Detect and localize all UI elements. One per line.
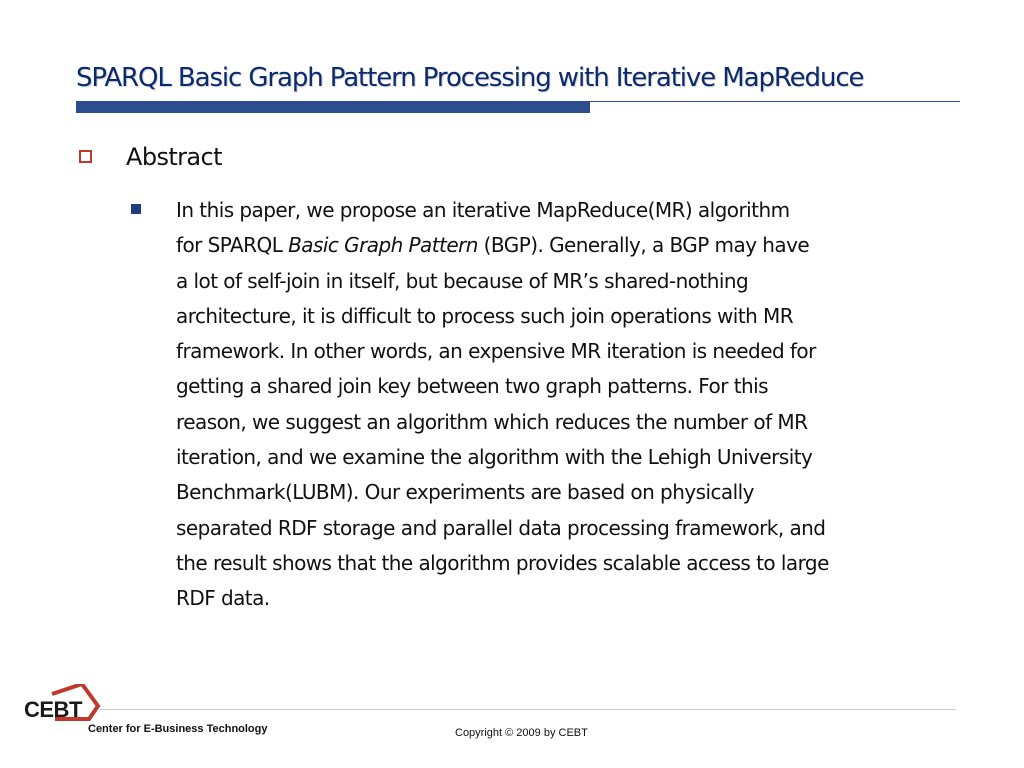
logo-text: CEBT	[24, 697, 82, 722]
abstract-line: reason, we suggest an algorithm which reduces the number of MR	[176, 409, 808, 434]
abstract-line: RDF data.	[176, 586, 270, 611]
abstract-line: In this paper, we propose an iterative MapReduce(MR) algorithm	[176, 198, 790, 222]
abstract-text: for SPARQL	[176, 233, 289, 258]
abstract-line: the result shows that the algorithm provides scalable access to large	[176, 550, 829, 575]
copyright-notice: Copyright © 2009 by CEBT	[455, 727, 588, 739]
abstract-emphasis: Basic Graph Pattern	[288, 233, 478, 258]
abstract-line: iteration, and we examine the algorithm with the Lehigh University	[176, 445, 813, 470]
section-heading: Abstract	[126, 143, 222, 171]
slide-title: SPARQL Basic Graph Pattern Processing with Iterative MapReduce	[76, 63, 864, 93]
footer-divider	[100, 709, 956, 710]
filled-square-bullet-icon	[131, 204, 141, 214]
abstract-line	[176, 228, 961, 263]
abstract-line: a lot of self-join in itself, but because of MR’s shared-nothing	[176, 268, 749, 293]
hollow-square-bullet-icon	[79, 150, 92, 163]
abstract-line: separated RDF storage and parallel data processing framework, and	[176, 515, 826, 540]
organization-name: Center for E-Business Technology	[88, 723, 268, 735]
abstract-text: (BGP). Generally, a BGP may have	[477, 233, 810, 258]
title-underline-thin	[590, 101, 960, 102]
abstract-line: getting a shared join key between two graph patterns. For this	[176, 374, 768, 399]
abstract-line: framework. In other words, an expensive MR iteration is needed for	[176, 339, 816, 364]
abstract-line: architecture, it is difficult to process such join operations with MR	[176, 303, 794, 328]
abstract-paragraph	[176, 193, 961, 617]
abstract-line: Benchmark(LUBM). Our experiments are based on physically	[176, 480, 754, 505]
title-underline-thick	[76, 101, 590, 113]
